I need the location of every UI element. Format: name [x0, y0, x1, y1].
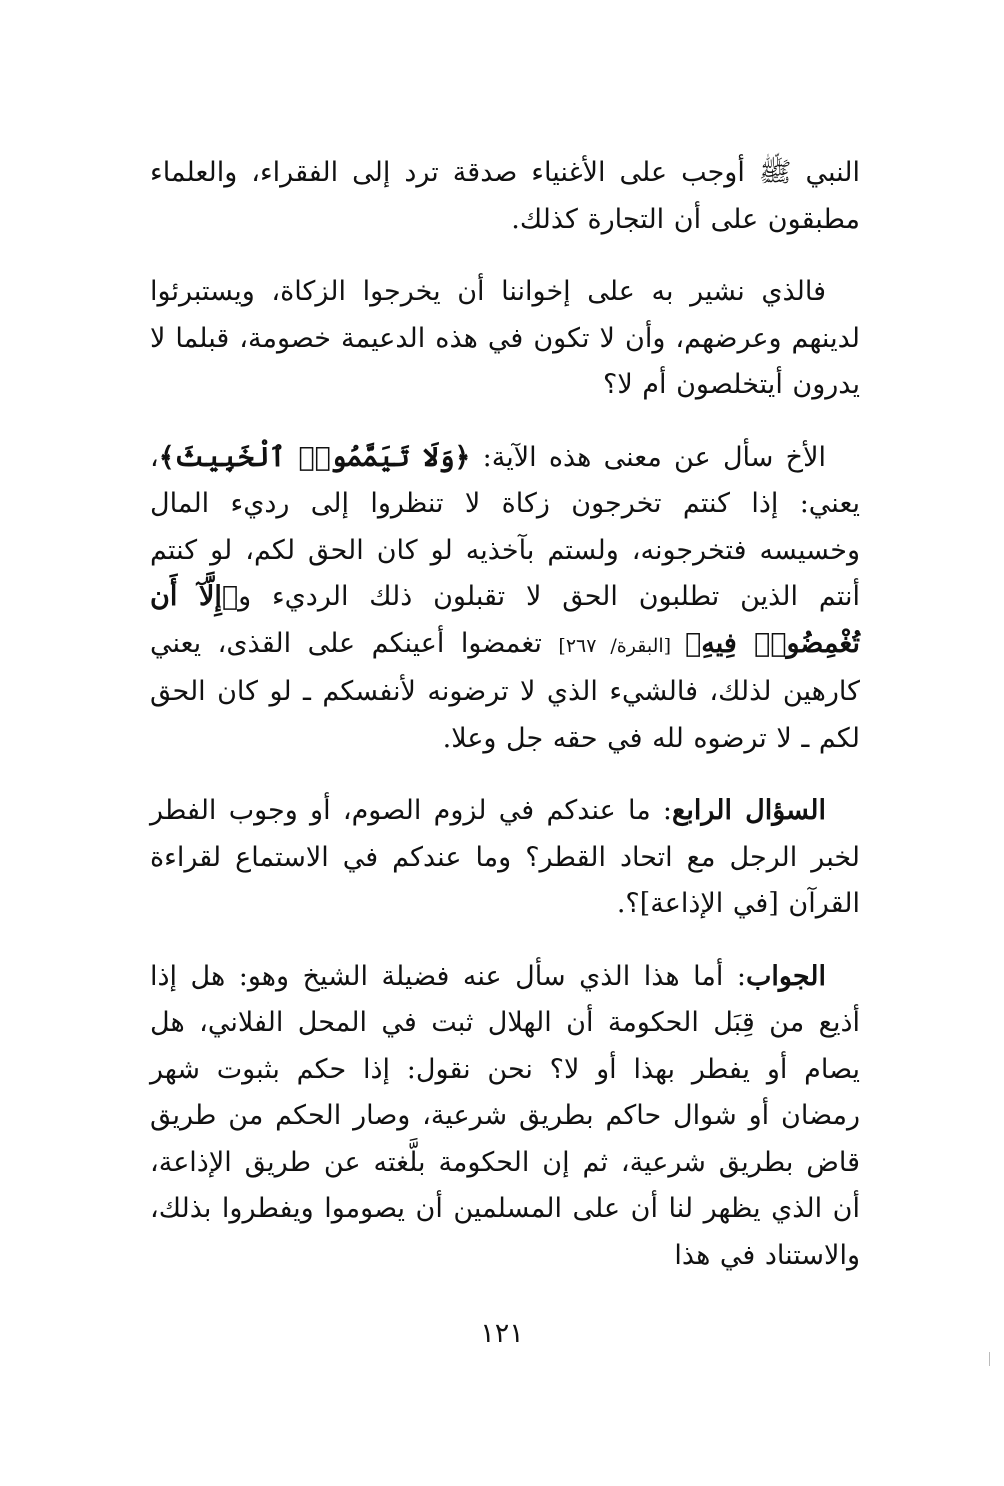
paragraph-text: الأخ سأل عن معنى هذه الآية: — [470, 441, 826, 473]
paragraph-text: ، يعني: إذا كنتم تخرجون زكاة لا تنظروا إلى رديء المال وخسيسه فتخرجونه، ولستم بآخذيه لو كان الحق لكم، لو كنتم أنتم الذين تطلبون الحق لا تقبلون ذلك الرديء و — [150, 441, 860, 612]
quran-verse: ﴿وَلَا تَيَمَّمُوا۟ ٱلْخَبِيثَ﴾ — [158, 441, 471, 473]
paragraph-text: : أما هذا الذي سأل عنه فضيلة الشيخ وهو: هل إذا أذيع من قِبَل الحكومة أن الهلال ثبت في المحل الفلاني، هل يصام أو يفطر بهذا أو لا؟ نحن نقول: إذا حكم بثبوت شهر رمضان أو شوال حاكم بطريق شرعية، وصار الحكم من طريق قاض بطريق شرعية، ثم إن الحكومة بلَّغته عن طريق الإذاعة، أن الذي يظهر لنا أن على المسلمين أن يصوموا ويفطروا بذلك، والاستناد في هذا — [150, 960, 860, 1271]
answer-heading: الجواب — [745, 960, 826, 992]
paragraph-text: : ما عندكم في لزوم الصوم، أو وجوب الفطر لخبر الرجل مع اتحاد القطر؟ وما عندكم في الاستماع لقراءة القرآن [في الإذاعة]؟. — [150, 795, 860, 919]
paragraph-text: تغمضوا أعينكم على القذى، يعني كارهين لذلك، فالشيء الذي لا ترضونه لأنفسكم ـ لو كان الحق لكم ـ لا ترضوه لله في حقه جل وعلا. — [150, 627, 860, 754]
page-number: ١٢١ — [480, 1318, 524, 1349]
page-body — [150, 150, 860, 1305]
paragraph-text: النبي ﷺ أوجب على الأغنياء صدقة ترد إلى الفقراء، والعلماء مطبقون على أن التجارة كذلك. — [150, 157, 860, 235]
margin-mark — [989, 1352, 990, 1366]
quran-verse: ﴿إِلَّآ أَن تُغْمِضُوا۟ فِيهِ﴾ — [150, 581, 860, 659]
paragraph-4 — [150, 788, 860, 928]
paragraph-1 — [150, 150, 860, 243]
verse-reference: [البقرة/ ٢٦٧] — [558, 634, 686, 657]
paragraph-5 — [150, 954, 860, 1280]
question-heading: السؤال الرابع — [672, 795, 826, 826]
paragraph-3 — [150, 435, 860, 763]
paragraph-2 — [150, 269, 860, 409]
paragraph-text: فالذي نشير به على إخواننا أن يخرجوا الزكاة، ويستبرئوا لدينهم وعرضهم، وأن لا تكون في هذه الدعيمة خصومة، قبلما لا يدرون أيتخلصون أم لا؟ — [150, 276, 860, 400]
